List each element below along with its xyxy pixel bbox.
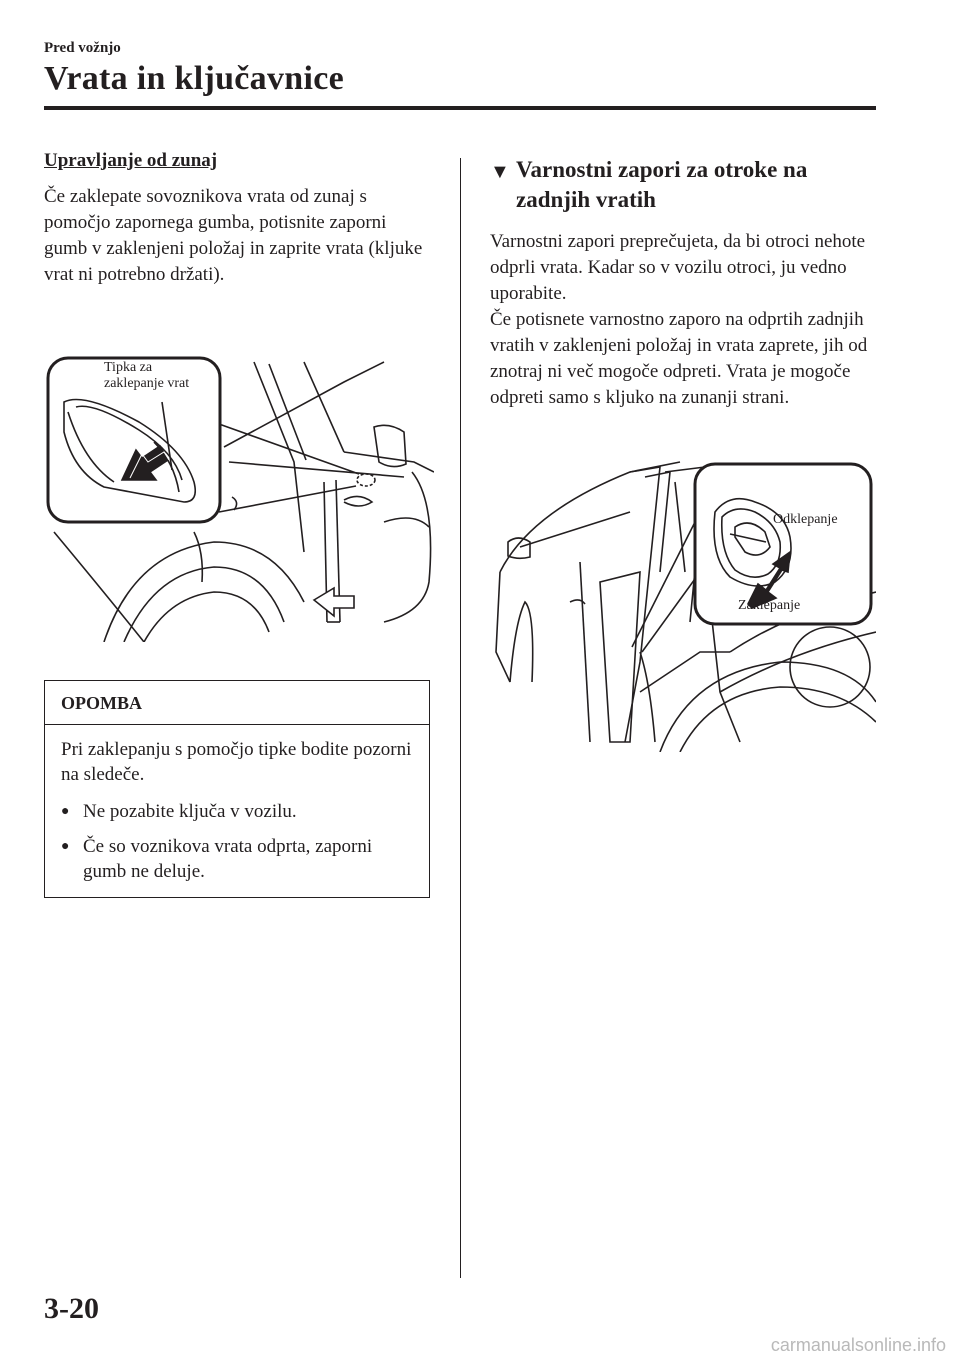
lock-label: Zaklepanje xyxy=(738,598,801,613)
lock-button-label-line2: zaklepanje vrat xyxy=(104,376,190,391)
note-box xyxy=(44,680,430,898)
child-lock-heading xyxy=(490,155,876,215)
page-number: 3-20 xyxy=(44,1292,99,1325)
note-item xyxy=(61,834,413,884)
child-lock-heading-text: Varnostni zapori za otroke na zadnjih vratih xyxy=(516,157,808,212)
outside-operation-paragraph xyxy=(44,184,434,288)
note-list xyxy=(61,799,413,884)
paragraph: Varnostni zapori preprečujeta, da bi otroci nehote odprli vrata. Kadar so v vozilu otroci, ju vedno uporabite. xyxy=(490,231,866,304)
lock-button-label-line1: Tipka za xyxy=(104,360,153,375)
subheading-outside-operation: Upravljanje od zunaj xyxy=(44,150,218,171)
right-column xyxy=(490,155,876,411)
note-heading: OPOMBA xyxy=(45,681,429,725)
paragraph: Če zaklepate sovoznikova vrata od zunaj s pomočjo zapornega gumba, potisnite zaporni gumb v zaklenjeni položaj in zaprite vrata (kljuke vrat ni potrebno držati). xyxy=(44,186,423,285)
triangle-marker-icon: ▼ xyxy=(490,161,510,183)
child-lock-text xyxy=(490,229,876,411)
bullet-icon: ● xyxy=(61,804,70,819)
section-label: Pred vožnjo xyxy=(44,40,121,56)
watermark: carmanualsonline.info xyxy=(770,1335,946,1355)
note-item-text: Ne pozabite ključa v vozilu. xyxy=(83,801,297,822)
note-body xyxy=(45,725,429,884)
column-divider xyxy=(460,158,461,1278)
paragraph: Če potisnete varnostno zaporo na odprtih zadnjih vratih v zaklenjeni položaj in vrata zaprete, jih od znotraj ni več mogoče odpreti. Vrata je mogoče odpreti samo s kljuko na zunanji strani. xyxy=(490,309,868,408)
page-title: Vrata in ključavnice xyxy=(44,60,345,97)
title-rule xyxy=(44,106,876,110)
left-column xyxy=(44,150,434,288)
bullet-icon: ● xyxy=(61,839,70,854)
note-item-text: Če so voznikova vrata odprta, zaporni gumb ne deluje. xyxy=(83,836,373,882)
door-lock-knob-illustration xyxy=(44,352,434,642)
child-lock-illustration xyxy=(490,452,876,752)
note-item xyxy=(61,799,413,824)
unlock-label: Odklepanje xyxy=(773,512,838,527)
note-intro: Pri zaklepanju s pomočjo tipke bodite pozorni na sledeče. xyxy=(61,739,412,785)
